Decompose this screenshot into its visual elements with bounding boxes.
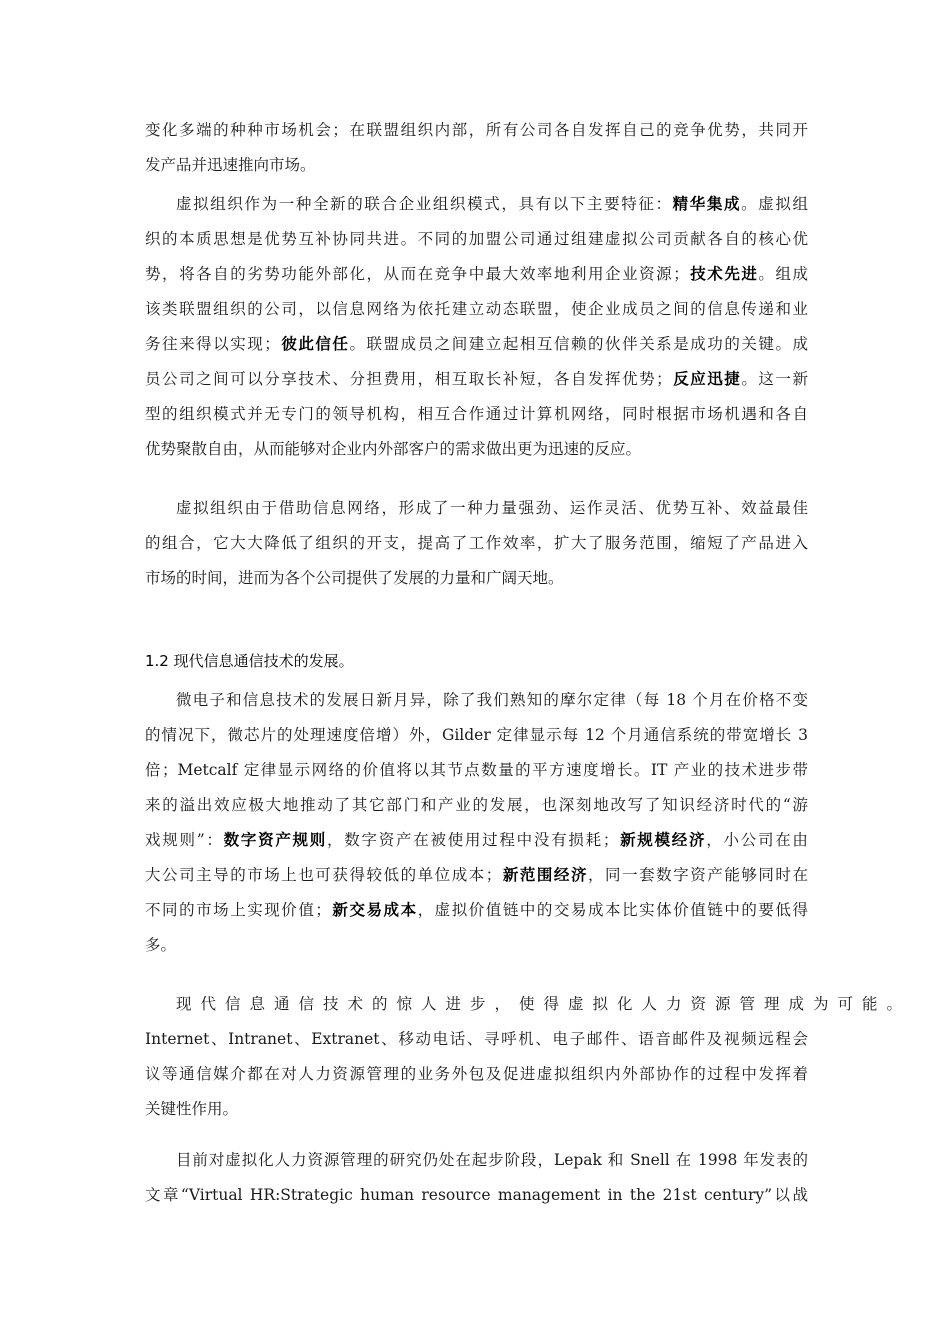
text-line xyxy=(145,362,808,397)
keyword-mutual-trust: 彼此信任 xyxy=(279,335,350,353)
keyword-advanced-technology: 技术先进 xyxy=(688,265,759,283)
text-run: 。这一新 xyxy=(741,370,808,388)
paragraph-intro-continuation xyxy=(145,113,808,183)
text-line: 发产品并迅速推向市场。 xyxy=(145,156,316,174)
text-line: Internet、Intranet、Extranet、移动电话、寻呼机、电子邮件、语音邮件及视频远程会 xyxy=(145,1030,808,1048)
text-line: 市场的时间，进而为各个公司提供了发展的力量和广阔天地。 xyxy=(145,569,564,587)
keyword-new-economy-of-scope: 新范围经济 xyxy=(501,866,589,884)
text-run: 大公司主导的市场上也可获得较低的单位成本； xyxy=(145,866,502,884)
text-line: 微电子和信息技术的发展日新月异，除了我们熟知的摩尔定律（每 18 个月在价格不变 xyxy=(176,691,808,709)
section-heading-1-2: 1.2 现代信息通信技术的发展。 xyxy=(145,652,354,670)
text-line: 虚拟组织由于借助信息网络，形成了一种力量强劲、运作灵活、优势互补、效益最佳 xyxy=(176,499,808,517)
text-run: 势，将各自的劣势功能外部化，从而在竞争中最大效率地利用企业资源； xyxy=(145,265,689,283)
text-run: 。组成 xyxy=(758,265,808,283)
text-line: 目前对虚拟化人力资源管理的研究仍处在起步阶段，Lepak 和 Snell 在 1998 年发表的 xyxy=(176,1151,808,1169)
text-run: 。联盟成员之间建立起相互信赖的伙伴关系是成功的关键。成 xyxy=(349,335,808,353)
paragraph-research-status xyxy=(145,1143,808,1213)
text-run: 员公司之间可以分享技术、分担费用，相互取长补短，各自发挥优势； xyxy=(145,370,672,388)
text-line xyxy=(145,187,808,222)
keyword-essence-integration: 精华集成 xyxy=(672,195,742,213)
text-line xyxy=(145,327,808,362)
paragraph-virtual-org-benefits xyxy=(145,491,808,596)
text-line: 关键性作用。 xyxy=(145,1100,239,1118)
keyword-quick-response: 反应迅捷 xyxy=(671,370,742,388)
paragraph-ict-progress xyxy=(145,987,912,1127)
text-run: 务往来得以实现； xyxy=(145,335,280,353)
text-run: 虚拟组织作为一种全新的联合企业组织模式，具有以下主要特征： xyxy=(176,195,673,213)
text-line xyxy=(145,858,808,893)
text-run: ，同一套数字资产能够同时在 xyxy=(588,866,808,884)
text-line: 的情况下，微芯片的处理速度倍增）外，Gilder 定律显示每 12 个月通信系统的带宽增长 3 xyxy=(145,726,808,744)
text-run: ，小公司在由 xyxy=(706,831,808,849)
text-line: 优势聚散自由，从而能够对企业内外部客户的需求做出更为迅速的反应。 xyxy=(145,440,642,458)
paragraph-virtual-org-features xyxy=(145,187,808,467)
text-run: 戏规则”： xyxy=(145,831,224,849)
text-line: 倍；Metcalf 定律显示网络的价值将以其节点数量的平方速度增长。IT 产业的技术进步带 xyxy=(145,761,808,779)
keyword-new-transaction-cost: 新交易成本 xyxy=(330,901,418,919)
text-line: 该类联盟组织的公司，以信息网络为依托建立动态联盟，使企业成员之间的信息传递和业 xyxy=(145,300,808,318)
text-line xyxy=(145,257,808,292)
text-line: 来的溢出效应极大地推动了其它部门和产业的发展，也深刻地改写了知识经济时代的“游 xyxy=(145,796,808,814)
keyword-new-economy-of-scale: 新规模经济 xyxy=(618,831,707,849)
text-line: 多。 xyxy=(145,936,177,954)
text-line: 织的本质思想是优势互补协同共进。不同的加盟公司通过组建虚拟公司贡献各自的核心优 xyxy=(145,230,808,248)
text-line: 的组合，它大大降低了组织的开支，提高了工作效率，扩大了服务范围，缩短了产品进入 xyxy=(145,534,808,552)
paragraph-ict-laws xyxy=(145,683,808,963)
text-line: 文章“Virtual HR:Strategic human resource management in the 21st century”以战 xyxy=(145,1186,808,1204)
text-line: 议等通信媒介都在对人力资源管理的业务外包及促进虚拟组织内外部协作的过程中发挥着 xyxy=(145,1065,808,1083)
text-line: 现代信息通信技术的惊人进步，使得虚拟化人力资源管理成为可能。 xyxy=(176,995,912,1013)
keyword-digital-asset-rule: 数字资产规则 xyxy=(223,831,328,849)
text-run: 不同的市场上实现价值； xyxy=(145,901,331,919)
text-run: 。虚拟组 xyxy=(741,195,808,213)
text-run: ，数字资产在被使用过程中没有损耗； xyxy=(327,831,619,849)
text-line xyxy=(145,823,808,858)
text-line: 变化多端的种种市场机会；在联盟组织内部，所有公司各自发挥自己的竞争优势，共同开 xyxy=(145,121,808,139)
text-line xyxy=(145,893,808,928)
text-line: 型的组织模式并无专门的领导机构，相互合作通过计算机网络，同时根据市场机遇和各自 xyxy=(145,405,808,423)
text-run: ，虚拟价值链中的交易成本比实体价值链中的要低得 xyxy=(417,901,808,919)
